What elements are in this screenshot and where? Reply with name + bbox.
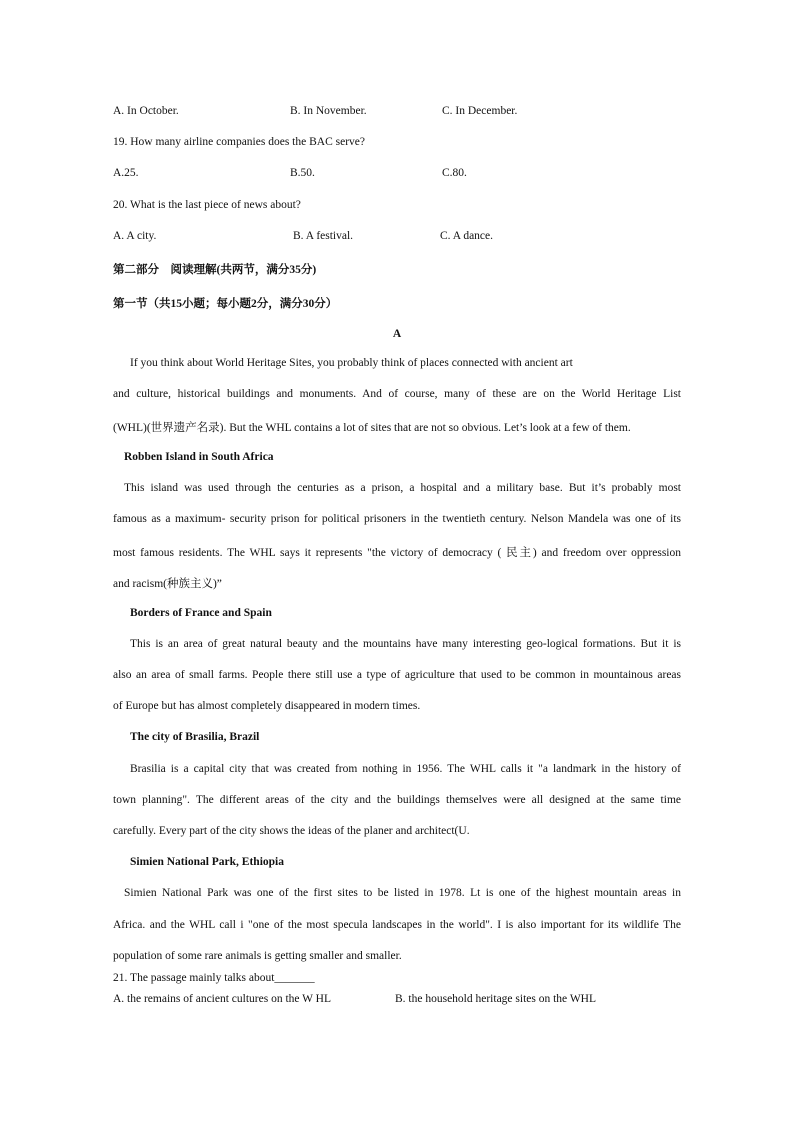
robben-line-4: and racism(种族主义)” [113, 578, 222, 590]
robben-line-1: This island was used through the centuries as a prison, a hospital and a military base. But it’s probably most [124, 482, 681, 494]
q21-option-b: B. the household heritage sites on the WHL [395, 993, 596, 1005]
intro-line-2: and culture, historical buildings and monuments. And of course, many of these are on the World Heritage List [113, 388, 681, 400]
simien-line-3: population of some rare animals is getting smaller and smaller. [113, 950, 402, 962]
simien-line-2: Africa. and the WHL call i "one of the most specula landscapes in the world". I is also important for its wildlife The [113, 919, 681, 931]
q18-option-c: C. In December. [442, 105, 518, 117]
brasilia-line-1: Brasilia is a capital city that was created from nothing in 1956. The WHL calls it "a landmark in the history of [130, 763, 681, 775]
brasilia-line-2: town planning". The different areas of the city and the buildings themselves were all designed at the same time [113, 794, 681, 806]
q19-option-a: A.25. [113, 167, 139, 179]
intro-line-1: If you think about World Heritage Sites, you probably think of places connected with ancient art [130, 357, 573, 369]
q19-option-b: B.50. [290, 167, 315, 179]
brasilia-heading: The city of Brasilia, Brazil [130, 731, 260, 743]
q19-option-c: C.80. [442, 167, 467, 179]
robben-line-2: famous as a maximum- security prison for political prisoners in the twentieth century. Nelson Mandela was one of its [113, 513, 681, 525]
borders-heading: Borders of France and Spain [130, 607, 272, 619]
robben-line-3: most famous residents. The WHL says it represents "the victory of democracy ( 民主) and freedom over oppression [113, 547, 681, 559]
brasilia-line-3: carefully. Every part of the city shows the ideas of the planer and architect(U. [113, 825, 470, 837]
borders-line-1: This is an area of great natural beauty and the mountains have many interesting geo-logical formations. But it is [130, 638, 681, 650]
robben-heading: Robben Island in South Africa [124, 451, 274, 463]
q19-stem: 19. How many airline companies does the BAC serve? [113, 136, 365, 148]
part2-heading: 第二部分 阅读理解(共两节，满分35分) [113, 264, 317, 276]
passage-label: A [392, 328, 402, 340]
simien-heading: Simien National Park, Ethiopia [130, 856, 284, 868]
intro-line-3: (WHL)(世界遗产名录). But the WHL contains a lot of sites that are not so obvious. Let’s look at a few of them. [113, 422, 631, 434]
q21-option-a: A. the remains of ancient cultures on the W HL [113, 993, 332, 1005]
q20-option-a: A. A city. [113, 230, 157, 242]
q20-option-b: B. A festival. [293, 230, 354, 242]
borders-line-2: also an area of small farms. People there still use a type of agriculture that used to be common in mountainous areas [113, 669, 681, 681]
q21-stem: 21. The passage mainly talks about_______ [113, 972, 315, 984]
simien-line-1: Simien National Park was one of the first sites to be listed in 1978. Lt is one of the highest mountain areas in [124, 887, 681, 899]
q20-stem: 20. What is the last piece of news about? [113, 199, 301, 211]
q20-option-c: C. A dance. [440, 230, 494, 242]
q18-option-a: A. In October. [113, 105, 179, 117]
borders-line-3: of Europe but has almost completely disappeared in modern times. [113, 700, 421, 712]
section1-heading: 第一节（共15小题；每小题2分，满分30分） [113, 298, 338, 310]
q18-option-b: B. In November. [290, 105, 367, 117]
